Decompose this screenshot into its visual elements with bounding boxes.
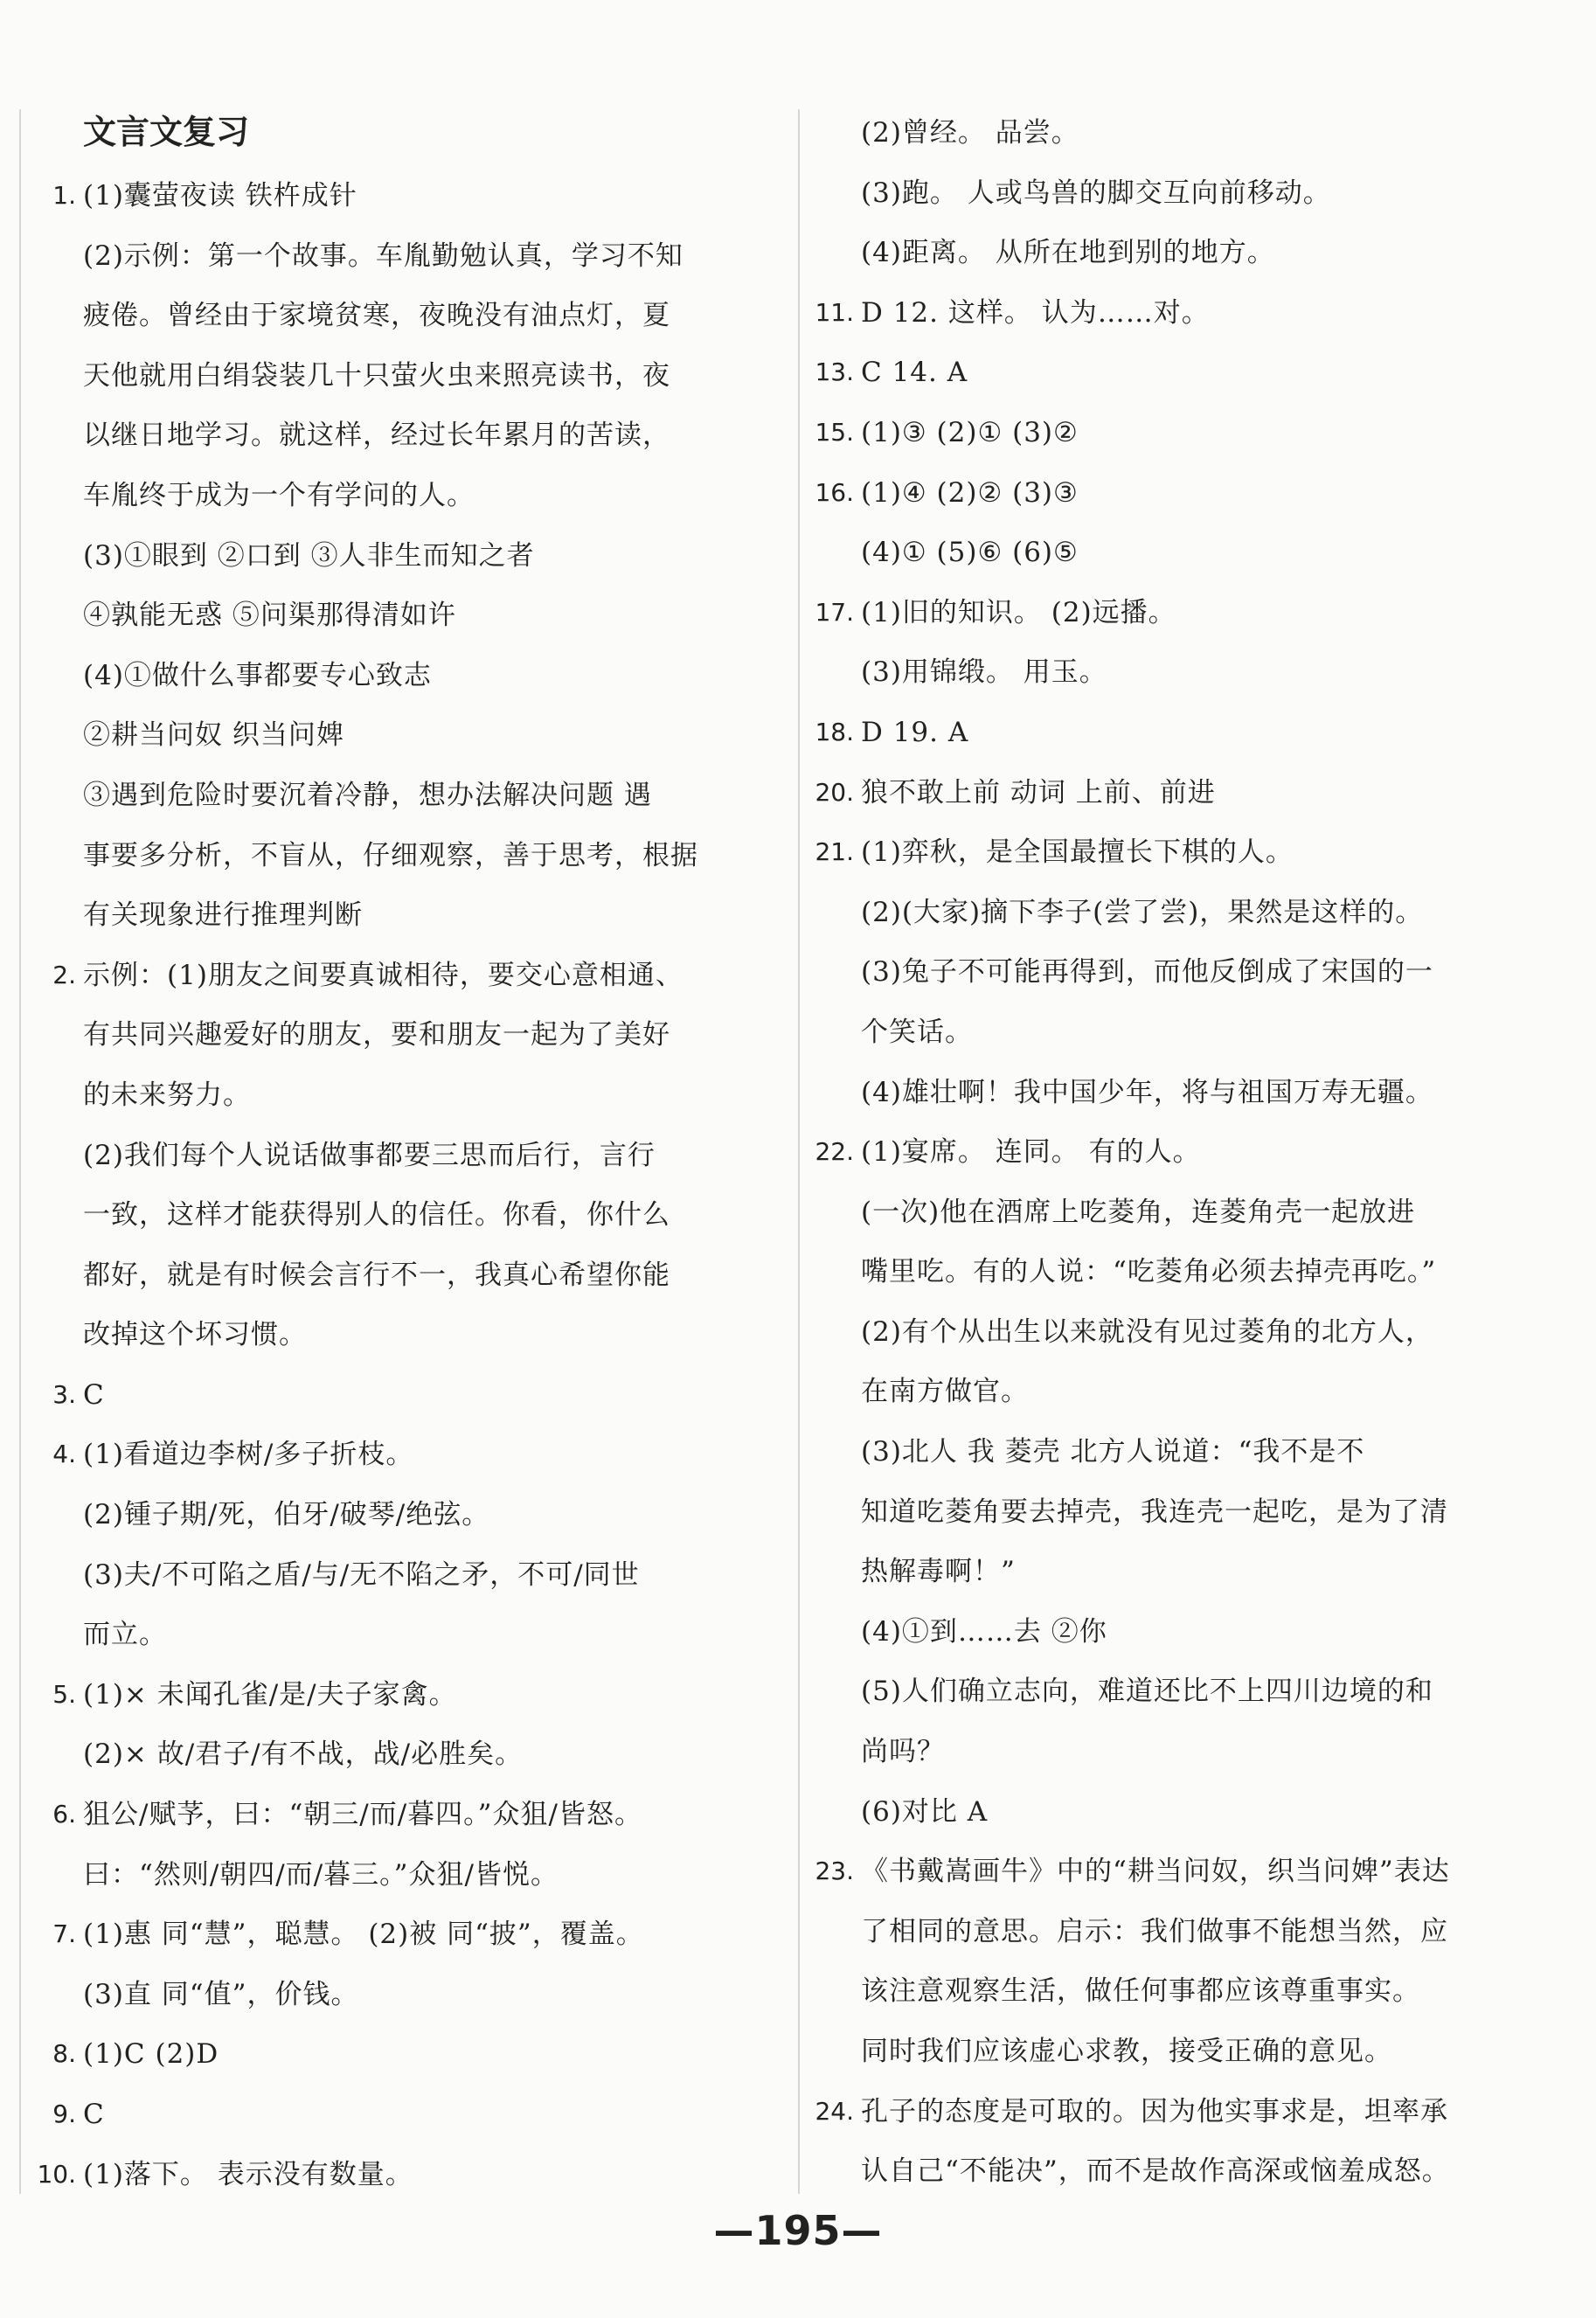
answer-line: ②耕当问奴 织当问婢 xyxy=(83,719,344,752)
answer-line: 知道吃菱角要去掉壳，我连壳一起吃，是为了清 xyxy=(861,1496,1448,1528)
answer-line: 同时我们应该虚心求教，接受正确的意见。 xyxy=(861,2036,1392,2067)
answer-number: 9. xyxy=(52,2099,76,2128)
answer-item xyxy=(815,703,1525,763)
answer-line: D 12. 这样。 认为……对。 xyxy=(861,296,1210,329)
left-margin-rule xyxy=(19,109,21,2194)
answer-number: 1. xyxy=(52,181,76,210)
answer-line: 该注意观察生活，做任何事都应该尊重事实。 xyxy=(861,1975,1420,2008)
answer-line: C xyxy=(83,2099,105,2130)
answer-line: (3)直 同“值”，价钱。 xyxy=(83,1978,359,2010)
answer-line: 《书戴嵩画牛》中的“耕当问奴，织当问婢”表达 xyxy=(861,1856,1450,1888)
answer-item xyxy=(815,1122,1525,1842)
answer-item xyxy=(815,403,1525,463)
answer-number: 15. xyxy=(815,417,854,447)
answer-line: 天他就用白绢袋装几十只萤火虫来照亮读书，夜 xyxy=(83,359,670,392)
answer-line: (6)对比 A xyxy=(861,1795,989,1828)
answer-line: 热解毒啊！” xyxy=(861,1556,1016,1588)
answer-item xyxy=(815,822,1525,1122)
answer-item xyxy=(815,283,1525,344)
answer-line: 嘴里吃。有的人说：“吃菱角必须去掉壳再吃。” xyxy=(861,1256,1437,1288)
answer-line: 一致，这样才能获得别人的信任。你看，你什么 xyxy=(83,1199,670,1232)
answer-line: 事要多分析，不盲从，仔细观察，善于思考，根据 xyxy=(83,839,698,871)
answer-line: 了相同的意思。启示：我们做事不能想当然，应 xyxy=(861,1915,1448,1947)
answer-line: (4)①做什么事都要专心致志 xyxy=(83,659,432,691)
answer-item xyxy=(52,1425,747,1664)
answer-item xyxy=(37,2145,747,2205)
answer-number: 4. xyxy=(52,1440,76,1469)
answer-number: 21. xyxy=(815,837,854,867)
answer-line: (2)× 故/君子/有不战，战/必胜矣。 xyxy=(83,1738,524,1771)
answer-line: (1)落下。 表示没有数量。 xyxy=(83,2158,413,2190)
section-title: 文言文复习 xyxy=(83,113,250,151)
answer-number: 10. xyxy=(37,2159,76,2189)
answer-number: 5. xyxy=(52,1679,76,1709)
answer-line: (5)人们确立志向，难道还比不上四川边境的和 xyxy=(861,1676,1433,1708)
answer-line: (一次)他在酒席上吃菱角，连菱角壳一起放进 xyxy=(861,1196,1416,1228)
answer-number: 11. xyxy=(815,297,854,327)
answer-item xyxy=(52,166,747,946)
answer-line: ③遇到危险时要沉着冷静，想办法解决问题 遇 xyxy=(83,779,652,811)
answer-line: (2)(大家)摘下李子(尝了尝)，果然是这样的。 xyxy=(861,896,1424,928)
answer-line: C 14. A xyxy=(861,357,968,389)
answer-line: (1)④ (2)② (3)③ xyxy=(861,476,1079,509)
answer-line: (2)我们每个人说话做事都要三思而后行，言行 xyxy=(83,1139,656,1171)
answer-line: (4)① (5)⑥ (6)⑤ xyxy=(861,537,1079,569)
answer-line: (3)跑。 人或鸟兽的脚交互向前移动。 xyxy=(861,177,1331,209)
answer-line: (1)旧的知识。 (2)远播。 xyxy=(861,596,1176,628)
answer-line: (1)弈秋，是全国最擅长下棋的人。 xyxy=(861,836,1294,869)
answer-line: 有关现象进行推理判断 xyxy=(83,899,363,932)
answer-line: 改掉这个坏习惯。 xyxy=(83,1319,307,1351)
answer-item xyxy=(815,1842,1525,2081)
answer-line: 的未来努力。 xyxy=(83,1079,251,1111)
answer-line: (2)示例：第一个故事。车胤勤勉认真，学习不知 xyxy=(83,239,684,272)
answer-line: ④孰能无惑 ⑤问渠那得清如许 xyxy=(83,600,456,632)
answer-number: 18. xyxy=(815,717,854,746)
answer-line: (1)③ (2)① (3)② xyxy=(861,416,1079,448)
answer-line: 疲倦。曾经由于家境贫寒，夜晚没有油点灯，夏 xyxy=(83,300,670,332)
left-answer-list xyxy=(37,166,747,2204)
answer-line: (1)宴席。 连同。 有的人。 xyxy=(861,1136,1201,1169)
answer-line: (3)兔子不可能再得到，而他反倒成了宋国的一 xyxy=(861,956,1433,989)
answer-item xyxy=(52,1785,747,1905)
answer-line: 都好，就是有时候会言行不一，我真心希望你能 xyxy=(83,1259,670,1291)
answer-line: 认自己“不能决”，而不是故作高深或恼羞成怒。 xyxy=(861,2155,1450,2188)
answer-number: 22. xyxy=(815,1137,854,1167)
answer-line: 有共同兴趣爱好的朋友，要和朋友一起为了美好 xyxy=(83,1019,670,1051)
answer-line: D 19. A xyxy=(861,716,969,748)
answer-line: (3)夫/不可陷之盾/与/无不陷之矛，不可/同世 xyxy=(83,1558,640,1591)
answer-line: (4)①到……去 ②你 xyxy=(861,1615,1107,1648)
answer-line: 曰：“然则/朝四/而/暮三。”众狙/皆悦。 xyxy=(83,1858,559,1891)
answer-line: (1)囊萤夜读 铁杵成针 xyxy=(83,180,357,212)
answer-number: 13. xyxy=(815,357,854,387)
answer-line: 在南方做官。 xyxy=(861,1376,1029,1408)
answer-item xyxy=(52,946,747,1365)
answer-line: (2)有个从出生以来就没有见过菱角的北方人， xyxy=(861,1315,1433,1348)
left-column xyxy=(37,107,747,2204)
answer-item xyxy=(52,1665,747,1785)
answer-line: (3)①眼到 ②口到 ③人非生而知之者 xyxy=(83,539,535,572)
answer-number: 6. xyxy=(52,1800,76,1829)
answer-line: (3)北人 我 菱壳 北方人说道：“我不是不 xyxy=(861,1436,1365,1468)
answer-line: 以继日地学习。就这样，经过长年累月的苦读， xyxy=(83,420,670,452)
answer-item xyxy=(815,343,1525,403)
answer-number: 3. xyxy=(52,1379,76,1409)
answer-line: (2)锺子期/死，伯牙/破琴/绝弦。 xyxy=(83,1499,490,1531)
answer-line: 狼不敢上前 动词 上前、前进 xyxy=(861,776,1216,809)
answer-line: (4)雄壮啊！我中国少年，将与祖国万寿无疆。 xyxy=(861,1076,1433,1108)
answer-number: 17. xyxy=(815,597,854,627)
answer-line: (1)C (2)D xyxy=(83,2038,219,2071)
answer-number: 8. xyxy=(52,2039,76,2069)
answer-line: 孔子的态度是可取的。因为他实事求是，坦率承 xyxy=(861,2095,1448,2127)
answer-item xyxy=(52,2024,747,2085)
answer-item xyxy=(52,1365,747,1426)
answer-line: 个笑话。 xyxy=(861,1016,973,1048)
answer-line: 而立。 xyxy=(83,1619,167,1651)
answer-number: 2. xyxy=(52,960,76,989)
answer-item xyxy=(815,583,1525,703)
answer-line: 尚吗？ xyxy=(861,1736,945,1768)
answer-number: 23. xyxy=(815,1856,854,1886)
answer-line: (1)惠 同“慧”，聪慧。 (2)被 同“披”，覆盖。 xyxy=(83,1919,644,1951)
answer-item xyxy=(815,2082,1525,2202)
answer-line: (2)曾经。 品尝。 xyxy=(861,117,1079,149)
answer-item xyxy=(815,463,1525,583)
answer-line: 车胤终于成为一个有学问的人。 xyxy=(83,479,475,511)
answer-line: (1)看道边李树/多子折枝。 xyxy=(83,1439,414,1471)
answer-line: 狙公/赋芧，曰：“朝三/而/暮四。”众狙/皆怒。 xyxy=(83,1799,642,1831)
answer-line: 示例：(1)朋友之间要真诚相待，要交心意相通、 xyxy=(83,959,684,991)
answer-number: 24. xyxy=(815,2096,854,2126)
answer-item xyxy=(861,103,1525,283)
answer-number: 7. xyxy=(52,1919,76,1949)
page-number: —195— xyxy=(713,2207,883,2254)
answer-item xyxy=(52,2085,747,2145)
answer-number: 16. xyxy=(815,477,854,507)
answer-item xyxy=(815,763,1525,823)
column-divider xyxy=(798,109,800,2194)
right-answer-list xyxy=(815,103,1525,2202)
answer-line: (4)距离。 从所在地到别的地方。 xyxy=(861,237,1275,269)
answer-line: (1)× 未闻孔雀/是/夫子家禽。 xyxy=(83,1678,457,1711)
right-column xyxy=(815,103,1525,2202)
answer-line: C xyxy=(83,1378,105,1411)
answer-item xyxy=(52,1905,747,2024)
answer-line: (3)用锦缎。 用玉。 xyxy=(861,656,1107,689)
answer-number: 20. xyxy=(815,777,854,807)
